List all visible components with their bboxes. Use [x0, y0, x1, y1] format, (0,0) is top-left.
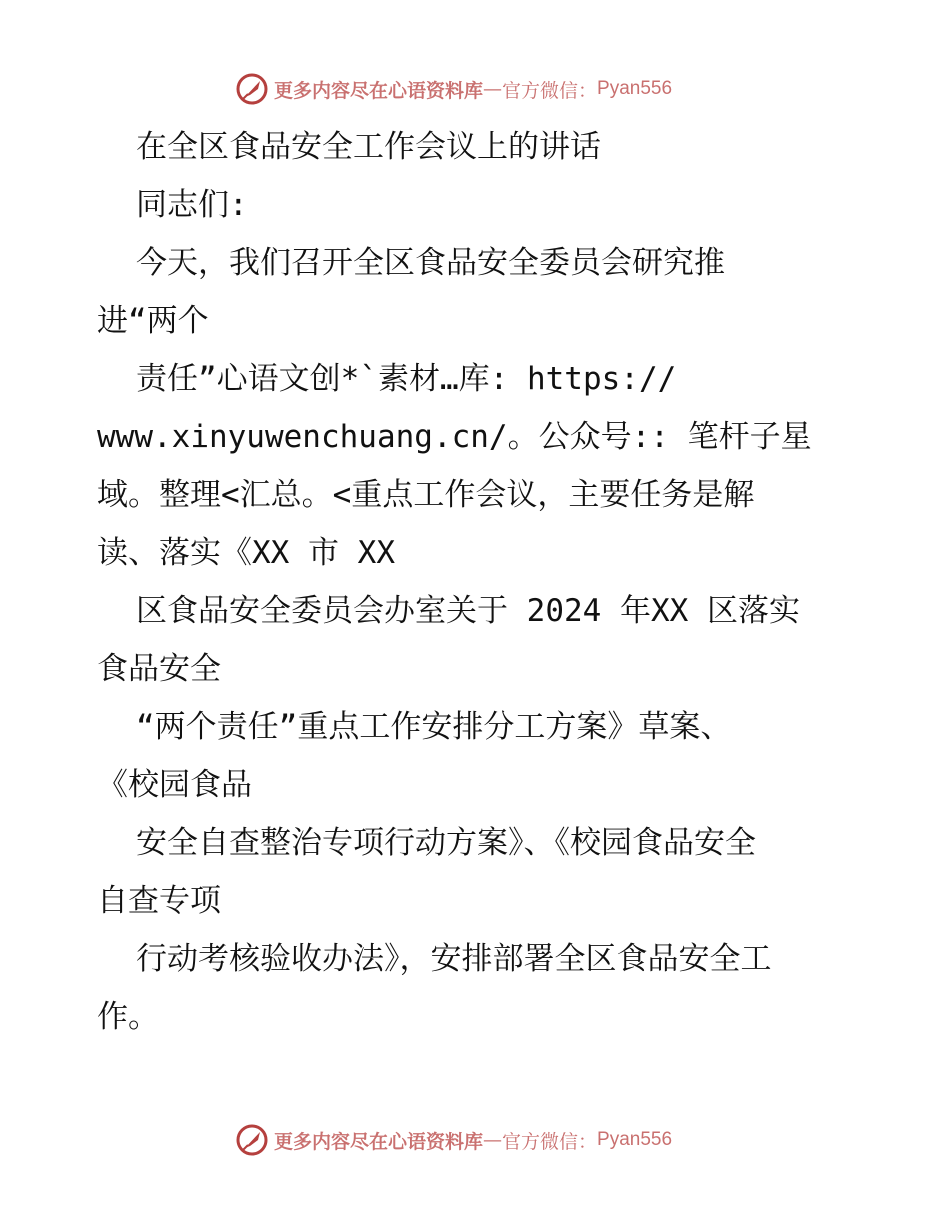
banner-wechat-label: 官方微信： — [502, 1130, 598, 1153]
paragraph-line: 作。 — [97, 999, 159, 1035]
paragraph-line: 今天，我们召开全区食品安全委员会研究推 — [136, 245, 725, 281]
quill-logo-icon — [236, 73, 268, 105]
paragraph-line: 进“两个 — [97, 303, 209, 339]
banner-dash: — — [483, 1129, 503, 1151]
paragraph-line: www.xinyuwenchuang.cn/。公众号:: 笔杆子星 — [97, 419, 812, 455]
paragraph-line: 区食品安全委员会办室关于 2024 年XX 区落实 — [136, 593, 800, 629]
paragraph-line: 安全自查整治专项行动方案》、《校园食品安全 — [136, 825, 756, 861]
banner-main-text: 更多内容尽在心语资料库 — [274, 79, 484, 102]
paragraph-line: 自查专项 — [97, 883, 221, 919]
paragraph-line: 《校园食品 — [97, 767, 252, 803]
banner-wechat-label: 官方微信： — [502, 79, 598, 102]
paragraph-line: 读、落实《XX 市 XX — [97, 535, 395, 571]
paragraph-line: 责任”心语文创*`素材…库: https:// — [136, 361, 677, 397]
footer-watermark-banner — [236, 1123, 672, 1157]
banner-wechat-id: Pyan556 — [597, 78, 673, 99]
quill-logo-icon — [236, 1124, 268, 1156]
banner-dash: — — [483, 78, 503, 100]
paragraph-line: 食品安全 — [97, 651, 221, 687]
banner-main-text: 更多内容尽在心语资料库 — [274, 1130, 484, 1153]
paragraph-line: 行动考核验收办法》，安排部署全区食品安全工 — [136, 941, 772, 977]
banner-wechat-id: Pyan556 — [597, 1129, 673, 1150]
salutation: 同志们: — [136, 187, 248, 223]
paragraph-line: 域。整理<汇总。<重点工作会议，主要任务是解 — [97, 477, 755, 513]
document-title: 在全区食品安全工作会议上的讲话 — [136, 129, 601, 165]
header-watermark-banner — [236, 72, 672, 106]
paragraph-line: “两个责任”重点工作安排分工方案》草案、 — [136, 709, 732, 745]
